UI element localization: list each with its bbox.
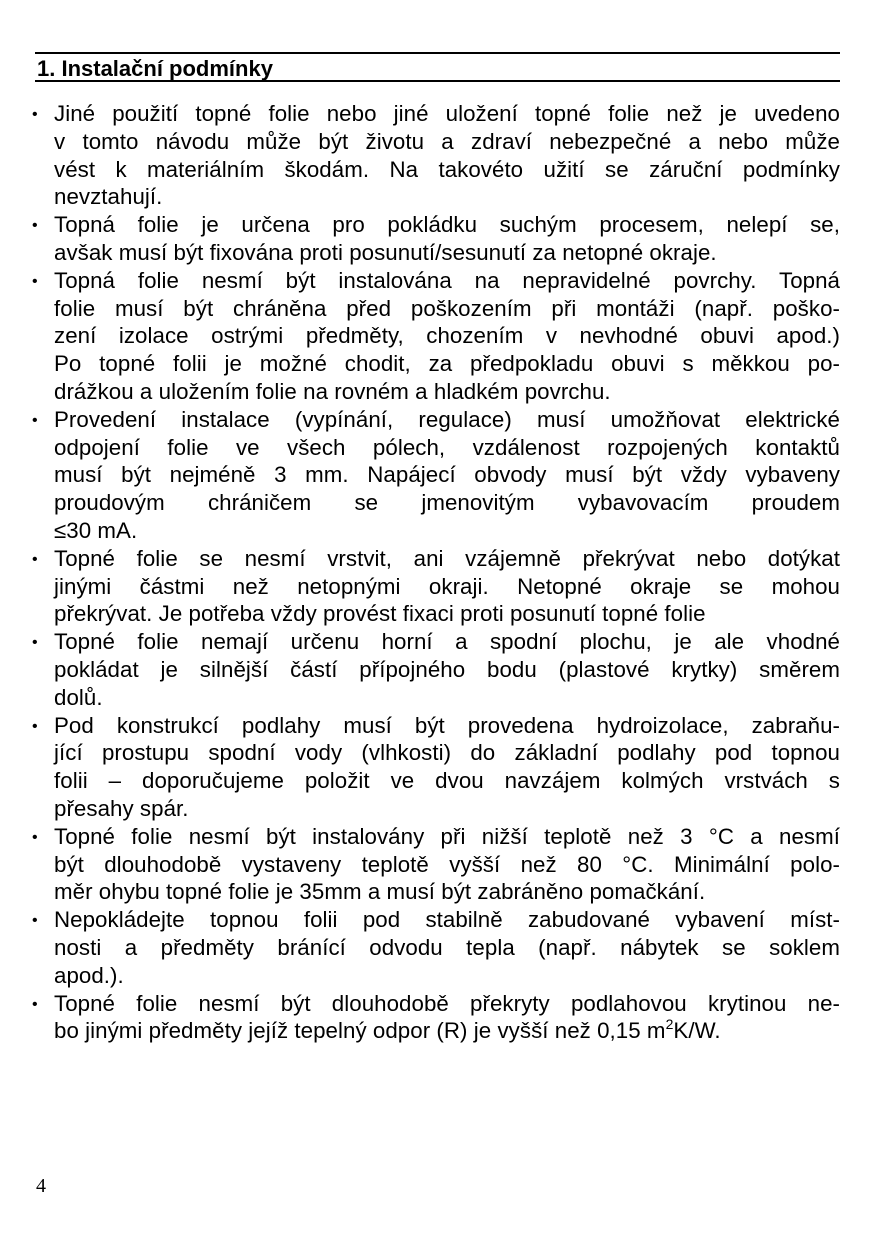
text-line: překrývat. Je potřeba vždy provést fixaci proti posunutí topné folie [54,601,706,627]
bullet-icon: • [32,550,38,568]
bullet-icon: • [32,912,38,930]
text-line: jící prostupu spodní vody (vlhkosti) do základní podlahy pod topnou [54,740,840,766]
list-item-text [54,823,840,906]
text-line: drážkou a uložením folie na rovném a hladkém povrchu. [54,378,611,404]
text-line: Topné folie nemají určenu horní a spodní plochu, je ale vhodné [54,629,840,655]
text-line: musí být nejméně 3 mm. Napájecí obvody musí být vždy vybaveny [54,462,840,488]
text-line: Topné folie nesmí být dlouhodobě překryty podlahovou krytinou ne- [54,990,840,1016]
list-item-text [54,100,840,211]
unit-superscript: 2 [665,1016,674,1033]
text-line: dolů. [54,684,103,710]
unit-suffix: K/W. [673,1018,721,1044]
text-line: pokládat je silnější částí přípojného bodu (plastové krytky) směrem [54,656,840,682]
text-line [54,1017,840,1045]
list-item [32,990,840,1046]
list-item-text [54,906,840,989]
text-line: folii – doporučujeme položit ve dvou navzájem kolmých vrstvách s [54,768,840,794]
bullet-icon: • [32,217,38,235]
list-item [32,211,840,267]
section-header [35,52,840,82]
list-item [32,906,840,989]
text-line: Pod konstrukcí podlahy musí být provedena hydroizolace, zabraňu- [54,712,840,738]
bullet-icon: • [32,634,38,652]
text-line: proudovým chráničem se jmenovitým vybavovacím proudem [54,490,840,516]
text-line: Nepokládejte topnou folii pod stabilně zabudované vybavení míst- [54,907,840,933]
bullet-icon: • [32,411,38,429]
text-line: Topná folie nesmí být instalována na nepravidelné povrchy. Topná [54,267,840,293]
text-line: měr ohybu topné folie je 35mm a musí být zabráněno pomačkání. [54,879,706,905]
text-line: být dlouhodobě vystaveny teplotě vyšší než 80 °C. Minimální polo- [54,851,840,877]
list-item [32,823,840,906]
text-line: Topné folie nesmí být instalovány při nižší teplotě než 3 °C a nesmí [54,823,840,849]
list-item [32,628,840,711]
list-item [32,267,840,406]
text-line: apod.). [54,962,124,988]
bullet-icon: • [32,106,38,123]
text-line: Jiné použití topné folie nebo jiné uložení topné folie než je uvedeno [54,101,840,126]
bullet-icon: • [32,995,38,1013]
page-number: 4 [36,1175,46,1197]
text-line: přesahy spár. [54,795,189,821]
text-line: Topná folie je určena pro pokládku suchým procesem, nelepí se, [54,212,840,238]
list-item [32,545,840,628]
text-line: nevztahují. [54,184,163,210]
bullet-icon: • [32,717,38,735]
text-line: Provedení instalace (vypínání, regulace) musí umožňovat elektrické [54,406,840,432]
bullet-icon: • [32,828,38,846]
list-item-text [54,990,840,1046]
text-line: vést k materiálním škodám. Na takovéto užití se záruční podmínky [54,156,840,182]
list-item-text [54,267,840,406]
list-item [32,406,840,545]
list-item [32,712,840,823]
bullet-icon: • [32,272,38,290]
list-item-text [54,211,840,267]
text-line: nosti a předměty bránící odvodu tepla (např. nábytek se soklem [54,934,840,960]
list-item-text [54,628,840,711]
text-line: Topné folie se nesmí vrstvit, ani vzájemně překrývat nebo dotýkat [54,545,840,571]
text-line-main: bo jinými předměty jejíž tepelný odpor (R) je vyšší než 0,15 m [54,1018,666,1044]
list-item [32,100,840,211]
list-item-text [54,545,840,628]
section-title: 1. Instalační podmínky [37,56,273,81]
text-line: ≤30 mA. [54,517,138,543]
text-line: zení izolace ostrými předměty, chozením v nevhodné obuvi apod.) [54,323,840,349]
text-line: v tomto návodu může být životu a zdraví nebezpečné a nebo může [54,128,840,154]
text-line: folie musí být chráněna před poškozením při montáži (např. poško- [54,295,840,321]
list-item-text [54,406,840,545]
list-item-text [54,712,840,823]
instruction-list [32,100,840,1045]
text-line: jinými částmi než netopnými okraji. Netopné okraje se mohou [54,573,840,599]
text-line: odpojení folie ve všech pólech, vzdálenost rozpojených kontaktů [54,434,840,460]
text-line: avšak musí být fixována proti posunutí/sesunutí za netopné okraje. [54,239,717,265]
text-line: Po topné folii je možné chodit, za předpokladu obuvi s měkkou po- [54,351,840,377]
